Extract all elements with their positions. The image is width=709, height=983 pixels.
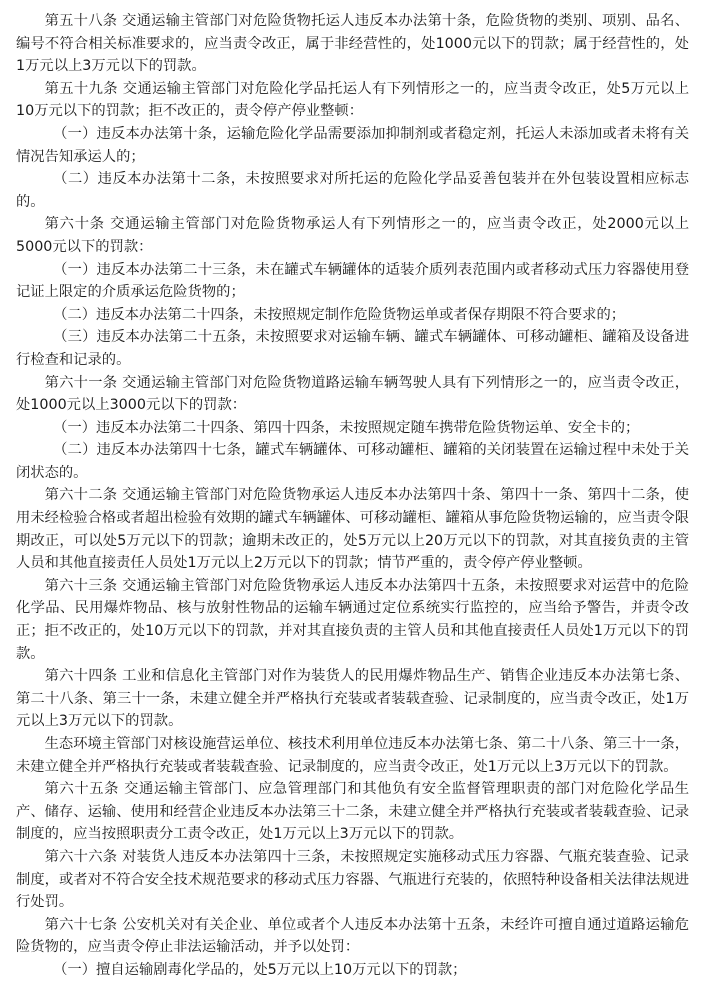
article-64: 第六十四条 工业和信息化主管部门对作为装货人的民用爆炸物品生产、销售企业违反本办法第七条、第二十八条、第三十一条，未建立健全并严格执行充装或者装载查验、记录制度的，应当责令改正，处1万元以上3万元以下的罚款。 bbox=[16, 668, 689, 730]
article-59-item-1: （一）违反本办法第十条，运输危险化学品需要添加抑制剂或者稳定剂，托运人未添加或者未将有关情况告知承运人的； bbox=[16, 125, 689, 165]
document-page bbox=[16, 10, 689, 982]
article-62: 第六十二条 交通运输主管部门对危险货物承运人违反本办法第四十条、第四十一条、第四十二条，使用未经检验合格或者超出检验有效期的罐式车辆罐体、可移动罐柜、罐箱从事危险货物运输的，应当责令限期改正，可以处5万元以下的罚款；逾期未改正的，处5万元以上20万元以下的罚款，对其直接负责的主管人员和其他直接责任人员处1万元以上2万元以下的罚款；情节严重的，责令停产停业整顿。 bbox=[16, 487, 689, 572]
article-58: 第五十八条 交通运输主管部门对危险货物托运人违反本办法第十条，危险货物的类别、项别、品名、编号不符合相关标准要求的，应当责令改正，属于非经营性的，处1000元以下的罚款；属于经营性的，处1万元以上3万元以下的罚款。 bbox=[16, 13, 689, 75]
article-61-item-2: （二）违反本办法第四十七条，罐式车辆罐体、可移动罐柜、罐箱的关闭装置在运输过程中未处于关闭状态的。 bbox=[16, 442, 689, 481]
article-67-item-1: （一）擅自运输剧毒化学品的，处5万元以上10万元以下的罚款； bbox=[53, 961, 467, 978]
article-65: 第六十五条 交通运输主管部门、应急管理部门和其他负有安全监督管理职责的部门对危险化学品生产、储存、运输、使用和经营企业违反本办法第三十二条，未建立健全并严格执行充装或者装载查验、记录制度的，应当按照职责分工责令改正，处1万元以上3万元以下的罚款。 bbox=[16, 781, 689, 843]
article-63: 第六十三条 交通运输主管部门对危险货物承运人违反本办法第四十五条，未按照要求对运营中的危险化学品、民用爆炸物品、核与放射性物品的运输车辆通过定位系统实行监控的，应当给予警告，并责令改正；拒不改正的，处10万元以下的罚款，并对其直接负责的主管人员和其他直接责任人员处1万元以下的罚款。 bbox=[16, 577, 689, 662]
article-61-item-1: （一）违反本办法第二十四条、第四十四条，未按照规定随车携带危险货物运单、安全卡的； bbox=[53, 419, 640, 436]
article-61: 第六十一条 交通运输主管部门对危险货物道路运输车辆驾驶人具有下列情形之一的，应当责令改正，处1000元以上3000元以下的罚款： bbox=[16, 374, 689, 414]
article-59: 第五十九条 交通运输主管部门对危险化学品托运人有下列情形之一的，应当责令改正，处5万元以上10万元以下的罚款；拒不改正的，责令停产停业整顿： bbox=[16, 80, 689, 120]
article-67: 第六十七条 公安机关对有关企业、单位或者个人违反本办法第十五条，未经许可擅自通过道路运输危险货物的，应当责令停止非法运输活动，并予以处罚： bbox=[16, 916, 689, 956]
article-60: 第六十条 交通运输主管部门对危险货物承运人有下列情形之一的，应当责令改正，处2000元以上5000元以下的罚款： bbox=[16, 216, 689, 255]
article-60-item-3: （三）违反本办法第二十五条，未按照要求对运输车辆、罐式车辆罐体、可移动罐柜、罐箱及设备进行检查和记录的。 bbox=[16, 329, 689, 368]
article-66: 第六十六条 对装货人违反本办法第四十三条，未按照规定实施移动式压力容器、气瓶充装查验、记录制度，或者对不符合安全技术规范要求的移动式压力容器、气瓶进行充装的，依照特种设备相关法律法规进行处罚。 bbox=[16, 848, 689, 911]
article-60-item-1: （一）违反本办法第二十三条，未在罐式车辆罐体的适装介质列表范围内或者移动式压力容器使用登记证上限定的介质承运危险货物的； bbox=[16, 261, 689, 301]
article-60-item-2: （二）违反本办法第二十四条，未按照规定制作危险货物运单或者保存期限不符合要求的； bbox=[53, 306, 626, 323]
article-59-item-2: （二）违反本办法第十二条，未按照要求对所托运的危险化学品妥善包装并在外包装设置相应标志的。 bbox=[16, 171, 689, 210]
article-64-paragraph-2: 生态环境主管部门对核设施营运单位、核技术利用单位违反本办法第七条、第二十八条、第三十一条，未建立健全并严格执行充装或者装载查验、记录制度的，应当责令改正，处1万元以上3万元以下的罚款。 bbox=[16, 736, 689, 775]
